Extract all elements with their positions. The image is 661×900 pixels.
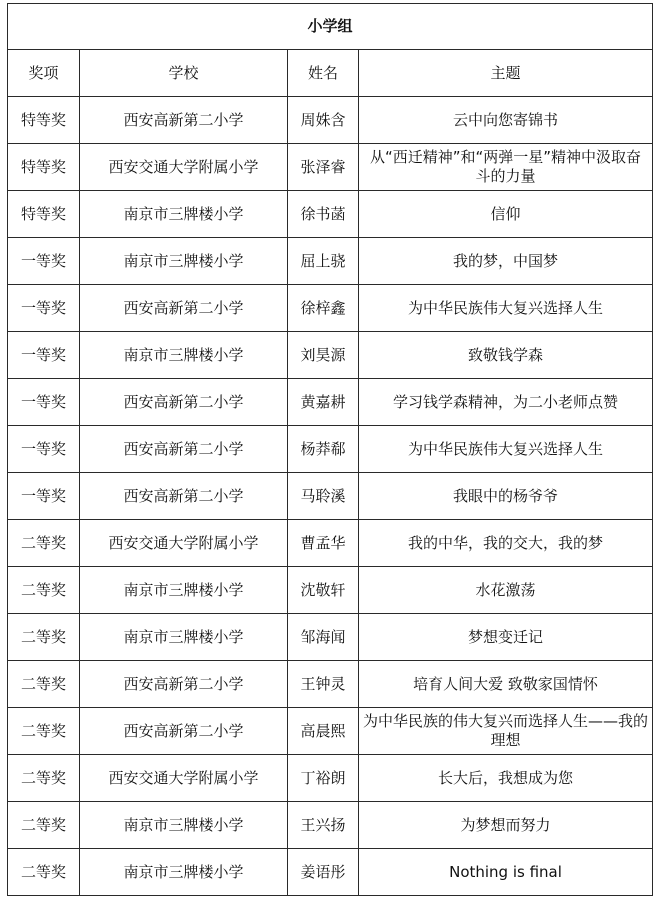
table-row <box>8 332 653 379</box>
cell-school: 西安高新第二小学 <box>80 426 288 473</box>
cell-theme: 为中华民族伟大复兴选择人生 <box>359 285 653 332</box>
table-row <box>8 238 653 285</box>
title-row <box>8 4 653 50</box>
cell-name: 王钟灵 <box>288 661 359 708</box>
header-school: 学校 <box>80 50 288 97</box>
cell-theme: 从“西迁精神”和“两弹一星”精神中汲取奋斗的力量 <box>359 144 653 191</box>
cell-award: 二等奖 <box>8 849 80 896</box>
cell-name: 姜语彤 <box>288 849 359 896</box>
cell-name: 徐梓鑫 <box>288 285 359 332</box>
cell-name: 周姝含 <box>288 97 359 144</box>
cell-school: 西安高新第二小学 <box>80 473 288 520</box>
cell-name: 王兴扬 <box>288 802 359 849</box>
cell-name: 刘昊源 <box>288 332 359 379</box>
cell-name: 邹海闻 <box>288 614 359 661</box>
cell-theme: 致敬钱学森 <box>359 332 653 379</box>
cell-school: 南京市三牌楼小学 <box>80 191 288 238</box>
table-row <box>8 755 653 802</box>
cell-name: 高晨熙 <box>288 708 359 755</box>
awards-sheet <box>7 3 652 896</box>
cell-school: 西安高新第二小学 <box>80 285 288 332</box>
cell-theme: 我的梦，中国梦 <box>359 238 653 285</box>
cell-theme: 云中向您寄锦书 <box>359 97 653 144</box>
cell-school: 西安高新第二小学 <box>80 379 288 426</box>
cell-award: 二等奖 <box>8 661 80 708</box>
cell-award: 二等奖 <box>8 802 80 849</box>
cell-award: 一等奖 <box>8 238 80 285</box>
cell-theme: Nothing is final <box>359 849 653 896</box>
cell-name: 徐书菡 <box>288 191 359 238</box>
cell-award: 二等奖 <box>8 614 80 661</box>
table-row <box>8 661 653 708</box>
cell-award: 二等奖 <box>8 755 80 802</box>
cell-name: 曹孟华 <box>288 520 359 567</box>
cell-name: 沈敬轩 <box>288 567 359 614</box>
table-row <box>8 285 653 332</box>
table-row <box>8 426 653 473</box>
cell-award: 二等奖 <box>8 708 80 755</box>
table-title: 小学组 <box>8 4 653 50</box>
cell-award: 特等奖 <box>8 191 80 238</box>
cell-award: 一等奖 <box>8 426 80 473</box>
cell-name: 屈上骁 <box>288 238 359 285</box>
cell-school: 南京市三牌楼小学 <box>80 332 288 379</box>
cell-award: 一等奖 <box>8 285 80 332</box>
cell-theme: 培育人间大爱 致敬家国情怀 <box>359 661 653 708</box>
table-row <box>8 520 653 567</box>
cell-theme: 水花激荡 <box>359 567 653 614</box>
cell-award: 一等奖 <box>8 379 80 426</box>
cell-award: 二等奖 <box>8 520 80 567</box>
cell-award: 特等奖 <box>8 144 80 191</box>
header-name: 姓名 <box>288 50 359 97</box>
cell-school: 西安高新第二小学 <box>80 661 288 708</box>
cell-theme: 为中华民族伟大复兴选择人生 <box>359 426 653 473</box>
table-row <box>8 473 653 520</box>
awards-table <box>7 3 653 896</box>
cell-name: 杨莽郗 <box>288 426 359 473</box>
cell-award: 一等奖 <box>8 332 80 379</box>
table-row <box>8 191 653 238</box>
cell-school: 南京市三牌楼小学 <box>80 238 288 285</box>
cell-theme: 信仰 <box>359 191 653 238</box>
cell-school: 西安高新第二小学 <box>80 708 288 755</box>
table-row <box>8 97 653 144</box>
cell-award: 二等奖 <box>8 567 80 614</box>
cell-school: 南京市三牌楼小学 <box>80 614 288 661</box>
header-row <box>8 50 653 97</box>
cell-theme: 为中华民族的伟大复兴而选择人生——我的理想 <box>359 708 653 755</box>
header-award: 奖项 <box>8 50 80 97</box>
cell-school: 南京市三牌楼小学 <box>80 802 288 849</box>
table-row <box>8 614 653 661</box>
cell-award: 特等奖 <box>8 97 80 144</box>
cell-theme: 我的中华，我的交大，我的梦 <box>359 520 653 567</box>
cell-theme: 梦想变迁记 <box>359 614 653 661</box>
cell-school: 西安交通大学附属小学 <box>80 520 288 567</box>
cell-school: 西安交通大学附属小学 <box>80 144 288 191</box>
table-row <box>8 802 653 849</box>
table-row <box>8 144 653 191</box>
cell-name: 马聆溪 <box>288 473 359 520</box>
header-theme: 主题 <box>359 50 653 97</box>
table-row <box>8 567 653 614</box>
cell-award: 一等奖 <box>8 473 80 520</box>
table-row <box>8 708 653 755</box>
table-row <box>8 379 653 426</box>
cell-theme: 为梦想而努力 <box>359 802 653 849</box>
cell-school: 南京市三牌楼小学 <box>80 567 288 614</box>
cell-theme: 我眼中的杨爷爷 <box>359 473 653 520</box>
cell-school: 南京市三牌楼小学 <box>80 849 288 896</box>
cell-theme: 学习钱学森精神，为二小老师点赞 <box>359 379 653 426</box>
cell-theme: 长大后，我想成为您 <box>359 755 653 802</box>
cell-name: 丁裕朗 <box>288 755 359 802</box>
cell-school: 西安交通大学附属小学 <box>80 755 288 802</box>
cell-school: 西安高新第二小学 <box>80 97 288 144</box>
table-row <box>8 849 653 896</box>
cell-name: 张泽睿 <box>288 144 359 191</box>
cell-name: 黄嘉耕 <box>288 379 359 426</box>
